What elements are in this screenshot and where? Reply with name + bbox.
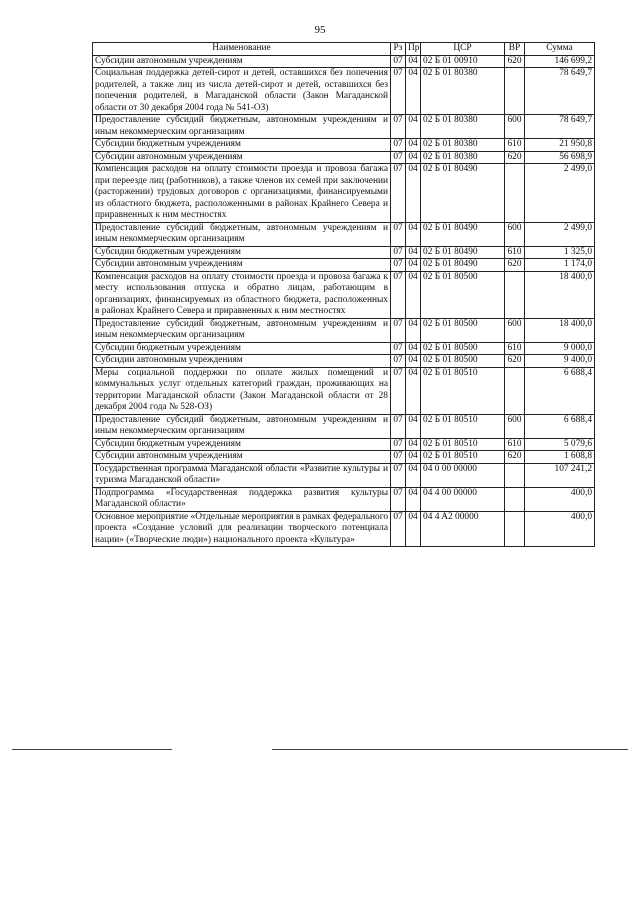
table-row	[93, 438, 595, 451]
header-rz: Рз	[391, 43, 406, 56]
cell-rz: 07	[391, 246, 406, 259]
cell-name: Предоставление субсидий бюджетным, автономным учреждениям и иным некоммерческим организациям	[93, 414, 391, 438]
cell-pr: 04	[406, 318, 421, 342]
cell-pr: 04	[406, 511, 421, 547]
cell-csr: 02 Б 01 80490	[421, 222, 505, 246]
cell-csr: 02 Б 01 80500	[421, 318, 505, 342]
cell-rz: 07	[391, 115, 406, 139]
cell-csr: 02 Б 01 80510	[421, 414, 505, 438]
cell-csr: 02 Б 01 80500	[421, 342, 505, 355]
cell-rz: 07	[391, 414, 406, 438]
cell-csr: 04 0 00 00000	[421, 463, 505, 487]
cell-pr: 04	[406, 246, 421, 259]
cell-pr: 04	[406, 222, 421, 246]
cell-pr: 04	[406, 342, 421, 355]
cell-vr: 620	[505, 355, 525, 368]
cell-sum: 6 688,4	[525, 414, 595, 438]
cell-name: Субсидии автономным учреждениям	[93, 55, 391, 68]
cell-sum: 9 400,0	[525, 355, 595, 368]
cell-name: Компенсация расходов на оплату стоимости проезда и провоза багажа при переезде лиц (работников), а также членов их семей при заключении (расторжении) трудовых договоров с организациями, финансируемыми из областного бюджета, расположенными в районах Крайнего Севера и приравненных к ним местностях	[93, 164, 391, 223]
cell-name: Субсидии бюджетным учреждениям	[93, 139, 391, 152]
table-row	[93, 222, 595, 246]
cell-pr: 04	[406, 259, 421, 272]
cell-name: Социальная поддержка детей-сирот и детей, оставшихся без попечения родителей, а также лиц из числа детей-сирот и детей, оставшихся без попечения родителей, в Магаданской области (Закон Магаданской области от 30 декабря 2004 года № 541-ОЗ)	[93, 68, 391, 115]
cell-csr: 02 Б 01 80490	[421, 246, 505, 259]
cell-rz: 07	[391, 438, 406, 451]
footer-rule	[12, 749, 172, 750]
cell-pr: 04	[406, 438, 421, 451]
cell-csr: 02 Б 01 80490	[421, 259, 505, 272]
cell-sum: 400,0	[525, 487, 595, 511]
cell-sum: 9 000,0	[525, 342, 595, 355]
table-row	[93, 511, 595, 547]
cell-rz: 07	[391, 164, 406, 223]
cell-vr	[505, 164, 525, 223]
cell-csr: 02 Б 01 80380	[421, 115, 505, 139]
cell-csr: 02 Б 01 80500	[421, 271, 505, 318]
cell-vr: 610	[505, 139, 525, 152]
cell-name: Субсидии автономным учреждениям	[93, 259, 391, 272]
cell-sum: 107 241,2	[525, 463, 595, 487]
cell-rz: 07	[391, 55, 406, 68]
cell-vr: 610	[505, 342, 525, 355]
table-row	[93, 246, 595, 259]
cell-sum: 56 698,9	[525, 151, 595, 164]
cell-vr: 600	[505, 318, 525, 342]
cell-vr: 610	[505, 438, 525, 451]
cell-vr	[505, 511, 525, 547]
cell-vr: 620	[505, 451, 525, 464]
cell-sum: 78 649,7	[525, 68, 595, 115]
cell-pr: 04	[406, 451, 421, 464]
cell-csr: 02 Б 01 80380	[421, 139, 505, 152]
table-header-row	[93, 43, 595, 56]
cell-vr	[505, 463, 525, 487]
budget-table	[92, 42, 595, 547]
table-row	[93, 451, 595, 464]
cell-csr: 02 Б 01 00910	[421, 55, 505, 68]
cell-rz: 07	[391, 511, 406, 547]
cell-vr: 600	[505, 222, 525, 246]
cell-rz: 07	[391, 318, 406, 342]
cell-sum: 5 079,6	[525, 438, 595, 451]
cell-rz: 07	[391, 271, 406, 318]
cell-csr: 04 4 A2 00000	[421, 511, 505, 547]
cell-csr: 02 Б 01 80380	[421, 68, 505, 115]
cell-vr: 620	[505, 259, 525, 272]
cell-pr: 04	[406, 271, 421, 318]
cell-sum: 2 499,0	[525, 222, 595, 246]
table-row	[93, 55, 595, 68]
table-row	[93, 463, 595, 487]
cell-pr: 04	[406, 414, 421, 438]
table-body	[93, 55, 595, 547]
cell-sum: 2 499,0	[525, 164, 595, 223]
header-sum: Сумма	[525, 43, 595, 56]
cell-vr	[505, 367, 525, 414]
cell-sum: 1 608,8	[525, 451, 595, 464]
cell-rz: 07	[391, 151, 406, 164]
cell-csr: 02 Б 01 80510	[421, 451, 505, 464]
page-number: 95	[314, 24, 326, 36]
cell-name: Предоставление субсидий бюджетным, автономным учреждениям и иным некоммерческим организациям	[93, 318, 391, 342]
cell-name: Субсидии автономным учреждениям	[93, 151, 391, 164]
cell-sum: 18 400,0	[525, 318, 595, 342]
cell-vr: 600	[505, 414, 525, 438]
cell-rz: 07	[391, 259, 406, 272]
cell-rz: 07	[391, 451, 406, 464]
cell-name: Субсидии бюджетным учреждениям	[93, 342, 391, 355]
table-row	[93, 367, 595, 414]
cell-name: Субсидии автономным учреждениям	[93, 355, 391, 368]
cell-csr: 02 Б 01 80380	[421, 151, 505, 164]
cell-sum: 146 699,2	[525, 55, 595, 68]
cell-name: Государственная программа Магаданской области «Развитие культуры и туризма Магаданской области»	[93, 463, 391, 487]
cell-sum: 400,0	[525, 511, 595, 547]
table-row	[93, 487, 595, 511]
cell-sum: 21 950,8	[525, 139, 595, 152]
cell-vr: 600	[505, 115, 525, 139]
cell-pr: 04	[406, 151, 421, 164]
table-row	[93, 139, 595, 152]
table-row	[93, 259, 595, 272]
cell-rz: 07	[391, 355, 406, 368]
cell-sum: 1 325,0	[525, 246, 595, 259]
header-name: Наименование	[93, 43, 391, 56]
header-pr: Пр	[406, 43, 421, 56]
cell-rz: 07	[391, 487, 406, 511]
cell-csr: 02 Б 01 80510	[421, 438, 505, 451]
table-row	[93, 68, 595, 115]
cell-vr: 620	[505, 151, 525, 164]
cell-pr: 04	[406, 463, 421, 487]
table-row	[93, 414, 595, 438]
table-row	[93, 342, 595, 355]
cell-pr: 04	[406, 355, 421, 368]
cell-pr: 04	[406, 367, 421, 414]
cell-pr: 04	[406, 55, 421, 68]
header-vr: ВР	[505, 43, 525, 56]
cell-vr: 610	[505, 246, 525, 259]
table-row	[93, 151, 595, 164]
cell-name: Предоставление субсидий бюджетным, автономным учреждениям и иным некоммерческим организациям	[93, 222, 391, 246]
cell-name: Подпрограмма «Государственная поддержка развития культуры Магаданской области»	[93, 487, 391, 511]
cell-name: Меры социальной поддержки по оплате жилых помещений и коммунальных услуг отдельных категорий граждан, проживающих на территории Магаданской области (Закон Магаданской области от 28 декабря 2004 года № 528-ОЗ)	[93, 367, 391, 414]
cell-rz: 07	[391, 68, 406, 115]
table-row	[93, 271, 595, 318]
cell-pr: 04	[406, 139, 421, 152]
cell-pr: 04	[406, 487, 421, 511]
header-csr: ЦСР	[421, 43, 505, 56]
cell-name: Субсидии бюджетным учреждениям	[93, 438, 391, 451]
cell-pr: 04	[406, 68, 421, 115]
cell-name: Субсидии автономным учреждениям	[93, 451, 391, 464]
cell-csr: 02 Б 01 80510	[421, 367, 505, 414]
cell-rz: 07	[391, 139, 406, 152]
cell-rz: 07	[391, 342, 406, 355]
cell-csr: 04 4 00 00000	[421, 487, 505, 511]
table-row	[93, 355, 595, 368]
cell-pr: 04	[406, 115, 421, 139]
cell-name: Предоставление субсидий бюджетным, автономным учреждениям и иным некоммерческим организациям	[93, 115, 391, 139]
cell-vr: 620	[505, 55, 525, 68]
cell-sum: 1 174,0	[525, 259, 595, 272]
footer-rule	[272, 749, 628, 750]
cell-rz: 07	[391, 463, 406, 487]
cell-name: Компенсация расходов на оплату стоимости проезда и провоза багажа к месту использования отпуска и обратно лицам, работающим в организациях, финансируемых из областного бюджета, расположенных в районах Крайнего Севера и приравненных к ним местностях	[93, 271, 391, 318]
cell-pr: 04	[406, 164, 421, 223]
cell-name: Субсидии бюджетным учреждениям	[93, 246, 391, 259]
cell-csr: 02 Б 01 80500	[421, 355, 505, 368]
cell-vr	[505, 68, 525, 115]
table-row	[93, 115, 595, 139]
cell-rz: 07	[391, 222, 406, 246]
cell-sum: 6 688,4	[525, 367, 595, 414]
table-row	[93, 164, 595, 223]
table-row	[93, 318, 595, 342]
cell-sum: 18 400,0	[525, 271, 595, 318]
cell-rz: 07	[391, 367, 406, 414]
cell-csr: 02 Б 01 80490	[421, 164, 505, 223]
cell-vr	[505, 487, 525, 511]
cell-vr	[505, 271, 525, 318]
cell-name: Основное мероприятие «Отдельные мероприятия в рамках федерального проекта «Создание условий для реализации творческого потенциала нации» («Творческие люди») национального проекта «Культура»	[93, 511, 391, 547]
cell-sum: 78 649,7	[525, 115, 595, 139]
